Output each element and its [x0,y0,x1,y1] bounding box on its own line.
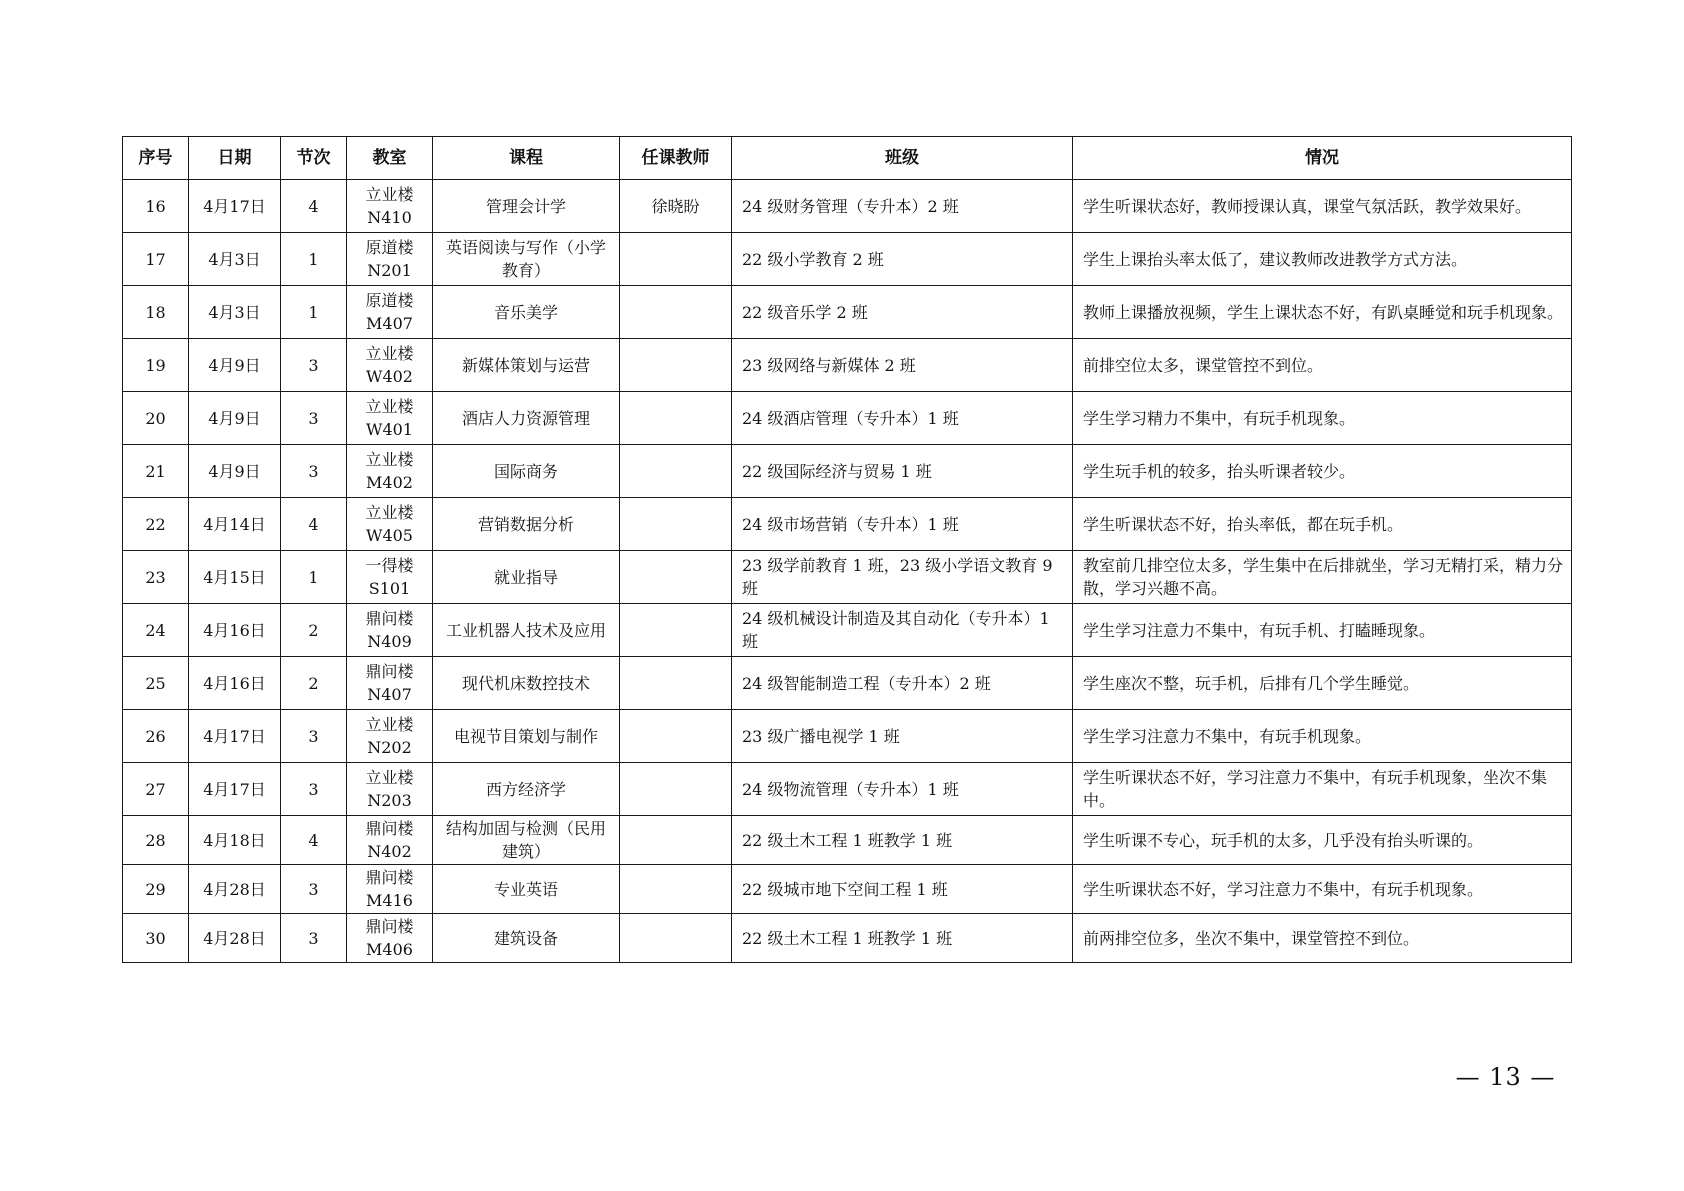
cell-teacher [620,498,732,551]
classroom-number: W401 [366,420,413,439]
cell-class: 22 级音乐学 2 班 [732,286,1073,339]
table-row [123,551,1572,604]
cell-classroom [347,498,433,551]
cell-teacher [620,551,732,604]
classroom-number: N203 [367,791,412,810]
cell-class: 22 级土木工程 1 班教学 1 班 [732,816,1073,865]
classroom-building: 鼎问楼 [365,609,414,628]
cell-classroom [347,180,433,233]
cell-teacher [620,604,732,657]
cell-number: 23 [123,551,189,604]
cell-situation: 学生听课状态好，教师授课认真，课堂气氛活跃，教学效果好。 [1073,180,1572,233]
table-row [123,604,1572,657]
cell-situation: 学生座次不整，玩手机，后排有几个学生睡觉。 [1073,657,1572,710]
table-row [123,339,1572,392]
cell-situation: 教室前几排空位太多，学生集中在后排就坐，学习无精打采，精力分散，学习兴趣不高。 [1073,551,1572,604]
cell-course: 工业机器人技术及应用 [433,604,620,657]
cell-number: 20 [123,392,189,445]
cell-course: 专业英语 [433,865,620,914]
cell-course: 国际商务 [433,445,620,498]
classroom-number: N402 [367,842,412,861]
cell-number: 26 [123,710,189,763]
classroom-building: 原道楼 [365,238,414,257]
table-row [123,763,1572,816]
cell-course: 现代机床数控技术 [433,657,620,710]
cell-number: 27 [123,763,189,816]
cell-date: 4月17日 [189,710,281,763]
cell-period: 3 [281,763,347,816]
cell-number: 25 [123,657,189,710]
cell-period: 3 [281,339,347,392]
cell-situation: 前排空位太多，课堂管控不到位。 [1073,339,1572,392]
cell-class: 24 级机械设计制造及其自动化（专升本）1 班 [732,604,1073,657]
cell-course: 管理会计学 [433,180,620,233]
cell-period: 1 [281,551,347,604]
page-number: — 13 — [1455,1063,1556,1091]
cell-period: 3 [281,865,347,914]
cell-course: 营销数据分析 [433,498,620,551]
cell-classroom [347,657,433,710]
cell-situation: 学生听课状态不好，抬头率低，都在玩手机。 [1073,498,1572,551]
cell-course: 酒店人力资源管理 [433,392,620,445]
cell-situation: 学生听课不专心，玩手机的太多，几乎没有抬头听课的。 [1073,816,1572,865]
cell-teacher [620,445,732,498]
cell-teacher: 徐晓盼 [620,180,732,233]
header-class: 班级 [732,137,1073,180]
cell-date: 4月17日 [189,180,281,233]
cell-classroom [347,551,433,604]
classroom-building: 立业楼 [365,715,414,734]
classroom-building: 立业楼 [365,503,414,522]
classroom-number: M416 [366,891,413,910]
cell-date: 4月16日 [189,604,281,657]
classroom-building: 鼎问楼 [365,868,414,887]
table-row [123,392,1572,445]
table-row [123,180,1572,233]
header-situation: 情况 [1073,137,1572,180]
cell-date: 4月3日 [189,233,281,286]
cell-teacher [620,710,732,763]
cell-number: 19 [123,339,189,392]
classroom-building: 立业楼 [365,768,414,787]
classroom-number: W402 [366,367,413,386]
cell-date: 4月16日 [189,657,281,710]
cell-situation: 学生听课状态不好，学习注意力不集中，有玩手机现象。 [1073,865,1572,914]
classroom-building: 立业楼 [365,344,414,363]
classroom-number: S101 [368,579,411,598]
cell-number: 29 [123,865,189,914]
cell-period: 3 [281,445,347,498]
cell-situation: 学生学习精力不集中，有玩手机现象。 [1073,392,1572,445]
classroom-number: W405 [366,526,413,545]
table-row [123,865,1572,914]
cell-class: 24 级智能制造工程（专升本）2 班 [732,657,1073,710]
cell-classroom [347,816,433,865]
cell-number: 30 [123,914,189,963]
classroom-number: M406 [366,940,413,959]
cell-classroom [347,233,433,286]
cell-situation: 教师上课播放视频，学生上课状态不好，有趴桌睡觉和玩手机现象。 [1073,286,1572,339]
table-row [123,445,1572,498]
table-row [123,914,1572,963]
cell-period: 2 [281,657,347,710]
cell-classroom [347,339,433,392]
cell-course: 英语阅读与写作（小学教育） [433,233,620,286]
classroom-number: N409 [367,632,412,651]
classroom-building: 立业楼 [365,450,414,469]
cell-period: 4 [281,816,347,865]
classroom-number: M407 [366,314,413,333]
cell-course: 音乐美学 [433,286,620,339]
cell-classroom [347,710,433,763]
cell-period: 1 [281,286,347,339]
header-date: 日期 [189,137,281,180]
cell-teacher [620,816,732,865]
classroom-number: N202 [367,738,412,757]
table-row [123,710,1572,763]
cell-period: 3 [281,710,347,763]
cell-date: 4月9日 [189,392,281,445]
cell-teacher [620,763,732,816]
table-row [123,286,1572,339]
classroom-building: 鼎问楼 [365,662,414,681]
cell-teacher [620,339,732,392]
cell-class: 22 级国际经济与贸易 1 班 [732,445,1073,498]
classroom-building: 鼎问楼 [365,917,414,936]
cell-class: 23 级学前教育 1 班，23 级小学语文教育 9 班 [732,551,1073,604]
classroom-number: N407 [367,685,412,704]
cell-teacher [620,865,732,914]
cell-class: 24 级财务管理（专升本）2 班 [732,180,1073,233]
header-period: 节次 [281,137,347,180]
cell-teacher [620,392,732,445]
table-row [123,233,1572,286]
classroom-number: N201 [367,261,412,280]
cell-situation: 学生学习注意力不集中，有玩手机、打瞌睡现象。 [1073,604,1572,657]
cell-class: 24 级物流管理（专升本）1 班 [732,763,1073,816]
cell-situation: 学生上课抬头率太低了，建议教师改进教学方式方法。 [1073,233,1572,286]
cell-course: 新媒体策划与运营 [433,339,620,392]
cell-teacher [620,657,732,710]
cell-classroom [347,604,433,657]
cell-class: 24 级市场营销（专升本）1 班 [732,498,1073,551]
cell-number: 21 [123,445,189,498]
header-course: 课程 [433,137,620,180]
classroom-building: 原道楼 [365,291,414,310]
cell-date: 4月28日 [189,865,281,914]
cell-date: 4月28日 [189,914,281,963]
cell-classroom [347,763,433,816]
classroom-building: 立业楼 [365,185,414,204]
header-classroom: 教室 [347,137,433,180]
cell-date: 4月17日 [189,763,281,816]
cell-classroom [347,286,433,339]
cell-class: 24 级酒店管理（专升本）1 班 [732,392,1073,445]
cell-teacher [620,233,732,286]
classroom-building: 立业楼 [365,397,414,416]
cell-date: 4月9日 [189,445,281,498]
cell-date: 4月18日 [189,816,281,865]
cell-class: 22 级小学教育 2 班 [732,233,1073,286]
cell-situation: 学生学习注意力不集中，有玩手机现象。 [1073,710,1572,763]
cell-number: 24 [123,604,189,657]
cell-classroom [347,865,433,914]
cell-course: 就业指导 [433,551,620,604]
cell-situation: 前两排空位多，坐次不集中，课堂管控不到位。 [1073,914,1572,963]
inspection-table [122,136,1572,963]
cell-number: 17 [123,233,189,286]
cell-classroom [347,392,433,445]
cell-situation: 学生听课状态不好，学习注意力不集中，有玩手机现象，坐次不集中。 [1073,763,1572,816]
cell-teacher [620,914,732,963]
cell-period: 3 [281,392,347,445]
table-row [123,657,1572,710]
cell-teacher [620,286,732,339]
header-teacher: 任课教师 [620,137,732,180]
classroom-number: M402 [366,473,413,492]
cell-class: 23 级广播电视学 1 班 [732,710,1073,763]
cell-number: 28 [123,816,189,865]
cell-date: 4月3日 [189,286,281,339]
cell-course: 电视节目策划与制作 [433,710,620,763]
header-number: 序号 [123,137,189,180]
cell-situation: 学生玩手机的较多，抬头听课者较少。 [1073,445,1572,498]
cell-period: 1 [281,233,347,286]
cell-number: 18 [123,286,189,339]
cell-date: 4月9日 [189,339,281,392]
cell-date: 4月14日 [189,498,281,551]
table-row [123,498,1572,551]
cell-classroom [347,445,433,498]
classroom-building: 一得楼 [365,556,414,575]
cell-course: 建筑设备 [433,914,620,963]
cell-class: 22 级土木工程 1 班教学 1 班 [732,914,1073,963]
cell-period: 4 [281,180,347,233]
cell-period: 2 [281,604,347,657]
cell-class: 23 级网络与新媒体 2 班 [732,339,1073,392]
cell-class: 22 级城市地下空间工程 1 班 [732,865,1073,914]
cell-date: 4月15日 [189,551,281,604]
cell-number: 22 [123,498,189,551]
table-row [123,816,1572,865]
cell-course: 西方经济学 [433,763,620,816]
classroom-number: N410 [367,208,412,227]
cell-period: 4 [281,498,347,551]
cell-number: 16 [123,180,189,233]
classroom-building: 鼎问楼 [365,819,414,838]
cell-course: 结构加固与检测（民用建筑） [433,816,620,865]
table-header-row [123,137,1572,180]
cell-period: 3 [281,914,347,963]
cell-classroom [347,914,433,963]
